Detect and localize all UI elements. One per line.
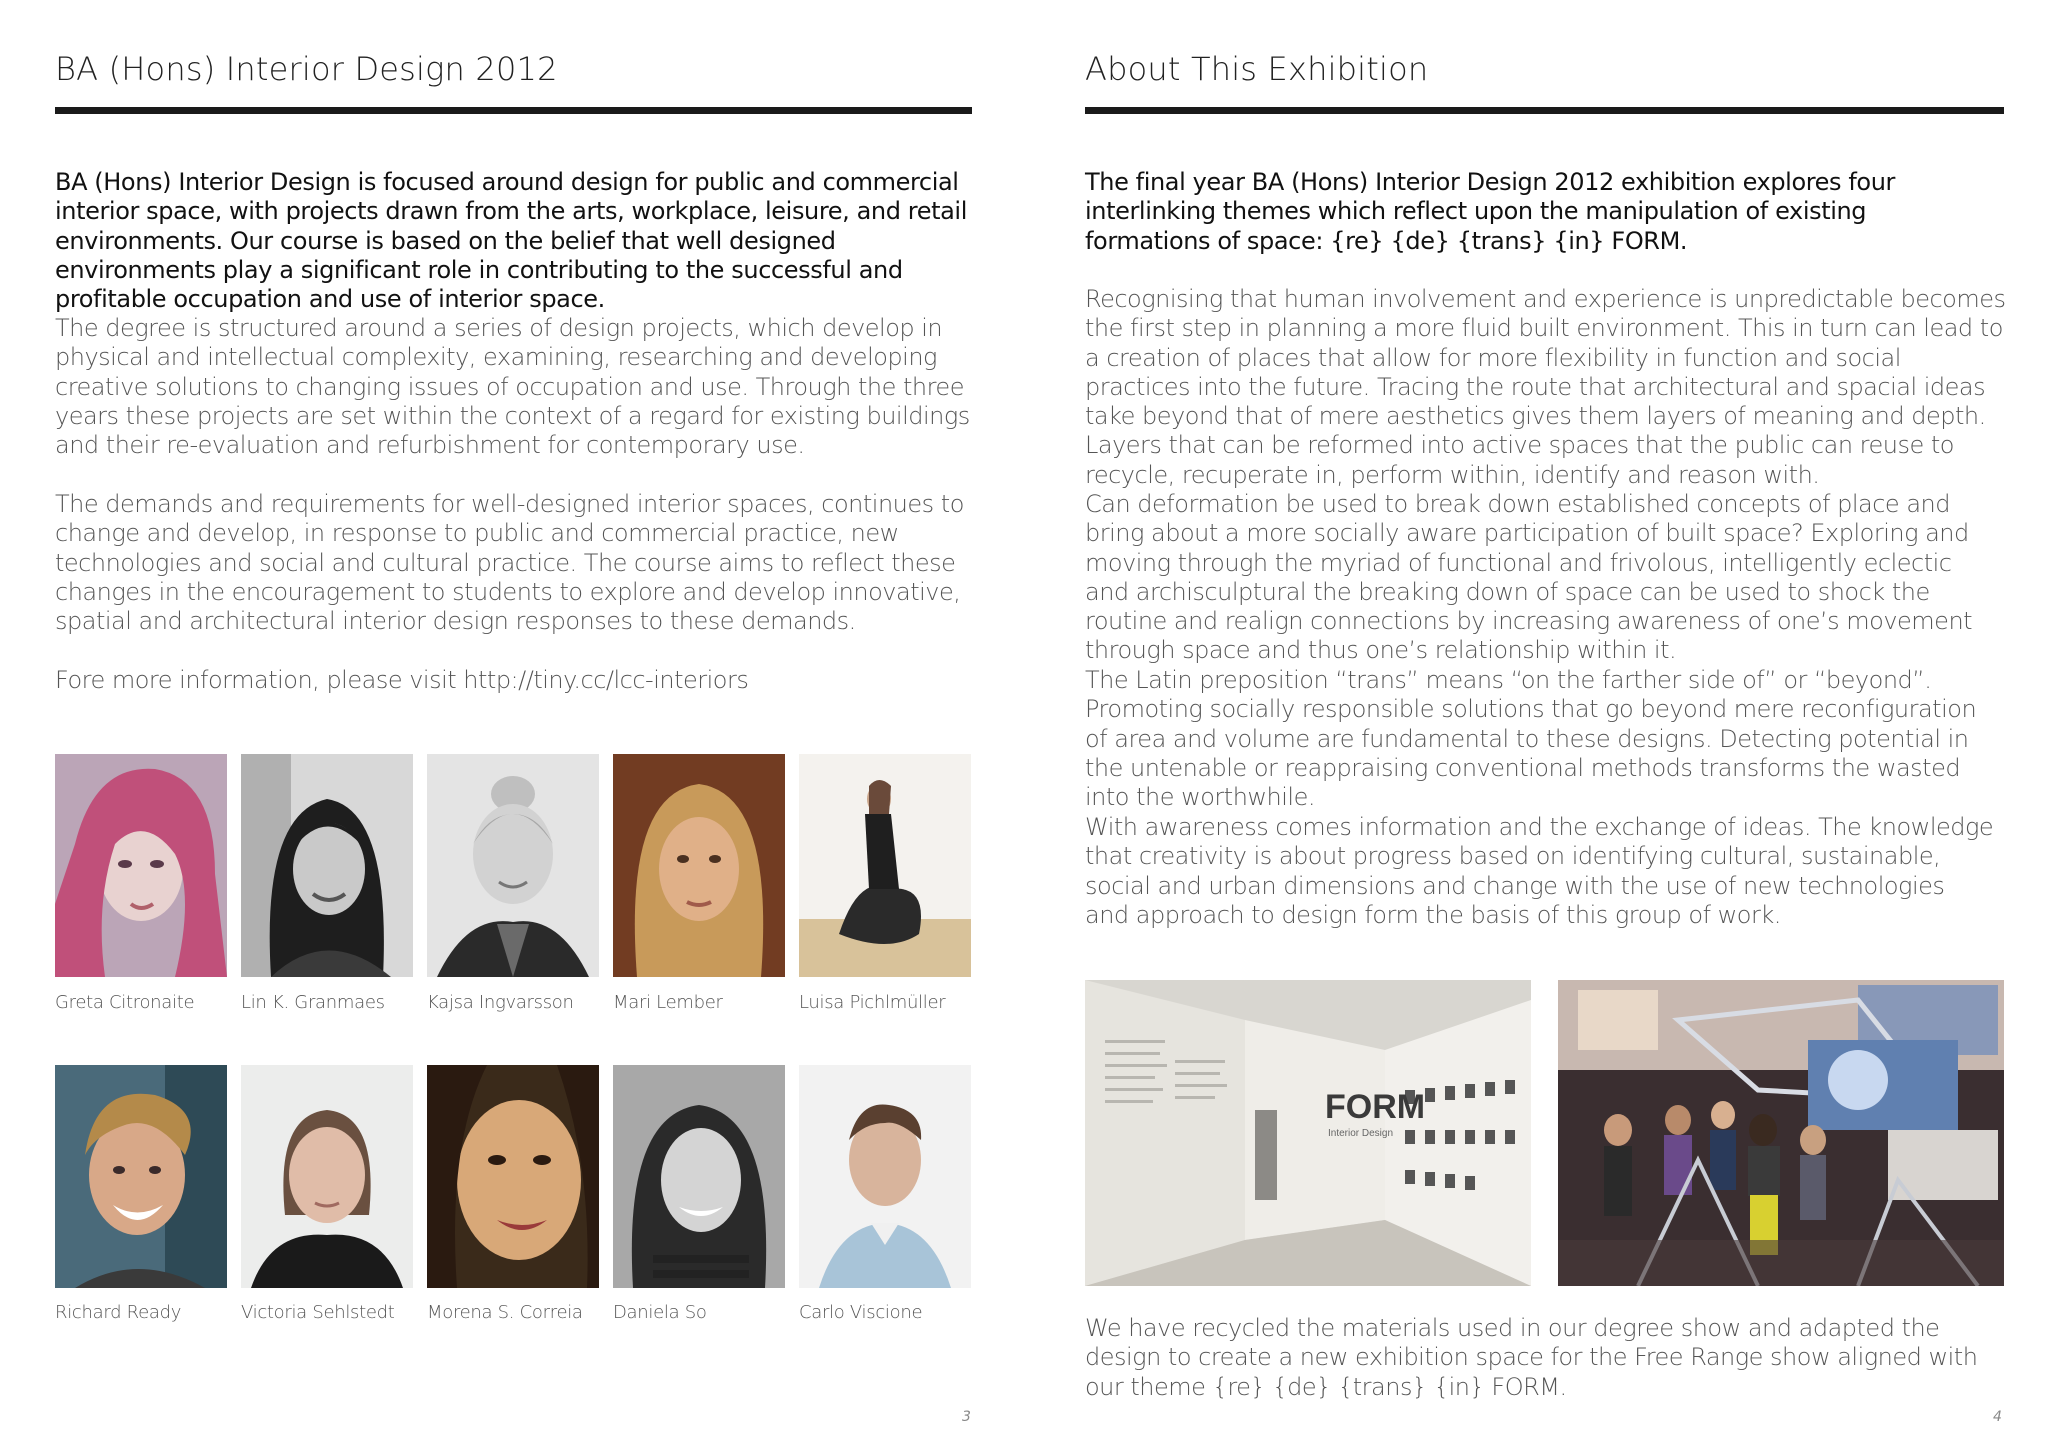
student-name: Mari Lember xyxy=(613,992,723,1013)
exhibition-gallery-photo xyxy=(1085,980,1531,1286)
gallery-sign-text: FORM xyxy=(1325,1088,1426,1126)
trans-paragraph: The Latin preposition “trans” means “on the farther side of” or “beyond”. Promoting socially responsible solutions that go beyond mere reconfiguration of area and volume are fundamental to these designs. Detecting potential in the untenable or reappraising conventional methods transforms the wasted into the worthwhile. xyxy=(1085,666,1977,812)
student-name: Richard Ready xyxy=(55,1302,182,1323)
student-name: Greta Citronaite xyxy=(55,992,195,1013)
student-name: Carlo Viscione xyxy=(799,1302,923,1323)
student-photo xyxy=(241,754,413,977)
student-name: Morena S. Correia xyxy=(427,1302,583,1323)
student-photo xyxy=(799,754,971,977)
demands-paragraph: The demands and requirements for well-designed interior spaces, continues to change and develop, in response to public and commercial practice, new technologies and social and cultural practice. The course aims to reflect these changes in the encouragement to students to explore and develop innovative, spatial and architectural interior design responses to these demands. xyxy=(55,490,964,636)
student-photo xyxy=(613,1065,785,1288)
student-name: Lin K. Granmaes xyxy=(241,992,385,1013)
awareness-paragraph: With awareness comes information and the exchange of ideas. The knowledge that creativity is about progress based on identifying cultural, sustainable, social and urban dimensions and change with the use of new technologies and approach to design form the basis of this group of work. xyxy=(1085,813,1994,929)
gallery-sign-subtext: Interior Design xyxy=(1328,1128,1394,1139)
student-name: Kajsa Ingvarsson xyxy=(427,992,574,1013)
structure-paragraph: The degree is structured around a series of design projects, which develop in physical and intellectual complexity, examining, researching and developing creative solutions to changing issues of occupation and use. Through the three years these projects are set within the context of a regard for existing buildings and their re-evaluation and refurbishment for contemporary use. xyxy=(55,314,970,460)
student-name: Victoria Sehlstedt xyxy=(241,1302,395,1323)
info-paragraph: Fore more information, please visit http://tiny.cc/lcc-interiors xyxy=(55,666,749,694)
page-number: 3 xyxy=(962,1409,971,1425)
student-photo xyxy=(427,754,599,977)
closing-paragraph: We have recycled the materials used in our degree show and adapted the design to create a new exhibition space for the Free Range show aligned with our theme {re} {de} {trans} {in} FORM. xyxy=(1085,1314,1978,1401)
recognising-paragraph: Recognising that human involvement and experience is unpredictable becomes the first step in planning a more fluid built environment. This in turn can lead to a creation of places that allow for more flexibility in function and social practices into the future. Tracing the route that architectural and spacial ideas take beyond that of mere aesthetics gives them layers of meaning and depth. Layers that can be reformed into active spaces that the public can reuse to recycle, recuperate in, perform within, identify and reason with. xyxy=(1085,285,2006,489)
intro-paragraph: The final year BA (Hons) Interior Design 2012 exhibition explores four interlinking themes which reflect upon the manipulation of existing formations of space: {re} {de} {trans} {in} FORM. xyxy=(1085,168,1895,255)
intro-paragraph: BA (Hons) Interior Design is focused around design for public and commercial interior space, with projects drawn from the arts, workplace, leisure, and retail environments. Our course is based on the belief that well designed environments play a significant role in contributing to the successful and profitable occupation and use of interior space. xyxy=(55,168,967,314)
page-title: BA (Hons) Interior Design 2012 xyxy=(55,50,558,88)
student-photo xyxy=(799,1065,971,1288)
page-number: 4 xyxy=(1993,1409,2002,1425)
student-photo xyxy=(427,1065,599,1288)
title-rule xyxy=(55,107,972,114)
title-rule xyxy=(1085,107,2004,114)
exhibition-show-photo xyxy=(1558,980,2004,1286)
student-name: Daniela So xyxy=(613,1302,707,1323)
student-photo xyxy=(613,754,785,977)
deformation-paragraph: Can deformation be used to break down established concepts of place and bring about a more socially aware participation of built space? Exploring and moving through the myriad of functional and frivolous, intelligently eclectic and archisculptural the breaking down of space can be used to shock the routine and realign connections by increasing awareness of one’s movement through space and thus one’s relationship within it. xyxy=(1085,490,1973,665)
student-photo xyxy=(55,1065,227,1288)
student-name: Luisa Pichlmüller xyxy=(799,992,946,1013)
right-page xyxy=(1024,0,2048,1453)
student-photo xyxy=(55,754,227,977)
student-photo xyxy=(241,1065,413,1288)
page-title: About This Exhibition xyxy=(1085,50,1429,88)
